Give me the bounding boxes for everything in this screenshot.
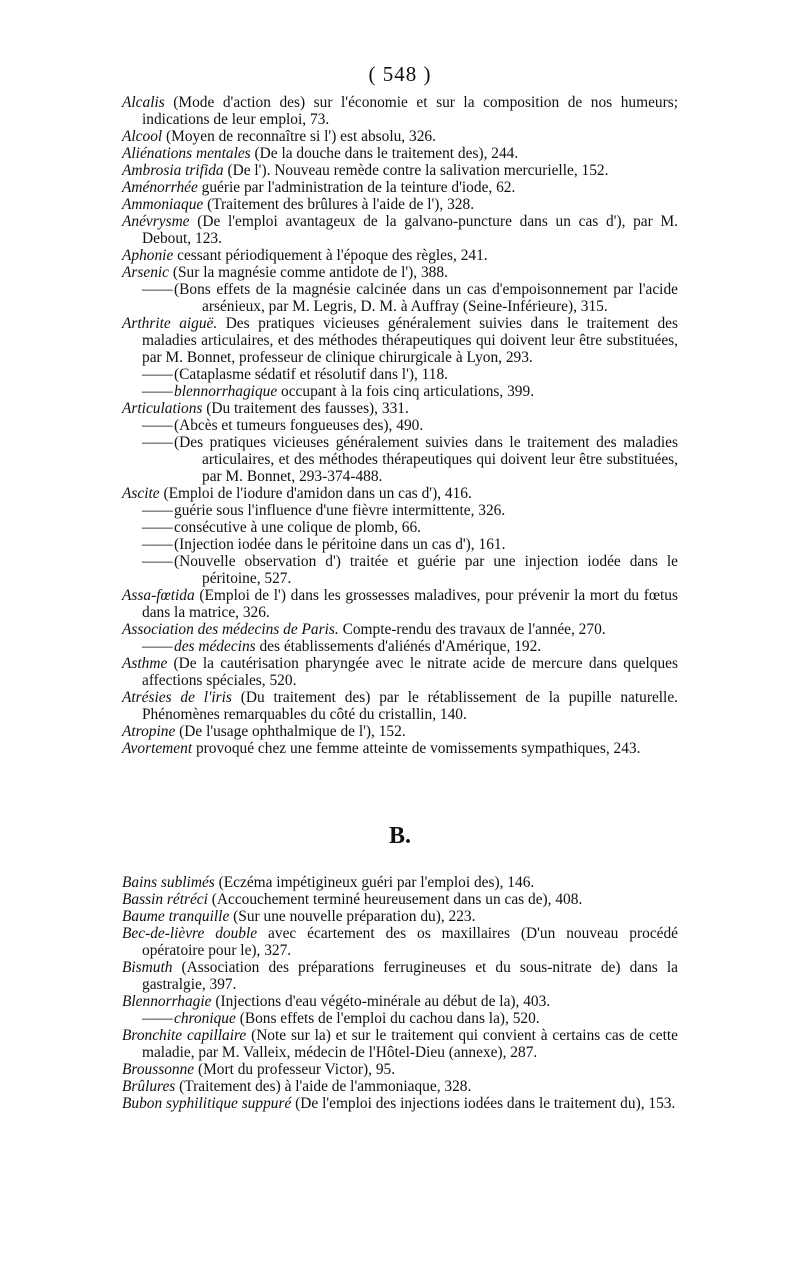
index-description: (Emploi de l'iodure d'amidon dans un cas d'), 416. [159,485,472,502]
index-entry [122,1095,678,1112]
index-term: Bubon syphilitique suppuré [122,1095,292,1112]
index-description: (Mort du professeur Victor), 95. [194,1061,396,1078]
index-entry [122,723,678,740]
ditto-dash: —— [142,281,173,298]
index-term: Aliénations mentales [122,145,251,162]
index-description: (Traitement des brûlures à l'aide de l'), 328. [203,196,475,213]
index-entry [122,179,678,196]
index-term: Broussonne [122,1061,195,1078]
index-term: Assa-fœtida [122,587,195,604]
index-description: (Traitement des) à l'aide de l'ammoniaque, 328. [175,1078,472,1095]
index-term: Arthrite aiguë. [122,315,218,332]
index-description: (De l'usage ophthalmique de l'), 152. [175,723,406,740]
index-description: (Des pratiques vicieuses généralement suivies dans le traitement des maladies articulaires, et des méthodes thérapeutiques qui doivent leur être substituées, par M. Bonnet, 293-374-488. [174,434,678,485]
index-entry [122,519,678,536]
index-description: (Sur une nouvelle préparation du), 223. [229,908,476,925]
index-term: Bronchite capillaire [122,1027,247,1044]
index-description: (Injections d'eau végéto-minérale au début de la), 403. [211,993,551,1010]
index-description: cessant périodiquement à l'époque des règles, 241. [173,247,488,264]
index-description: (Association des préparations ferrugineuses et du sous-nitrate de) dans la gastralgie, 397. [142,959,678,993]
index-entry [122,874,678,891]
index-term: Bains sublimés [122,874,215,891]
ditto-dash: —— [142,638,173,655]
index-description: avec écartement des os maxillaires (D'un nouveau procédé opératoire pour le), 327. [142,925,679,959]
index-entry [122,383,678,400]
index-entry [122,908,678,925]
index-entry [122,247,678,264]
index-entry [122,502,678,519]
index-entry [122,1061,678,1078]
ditto-dash: —— [142,519,173,536]
index-description: (De l'emploi avantageux de la galvano-puncture dans un cas d'), par M. Debout, 123. [142,213,678,247]
index-term: Ascite [122,485,160,502]
ditto-dash: —— [142,553,173,570]
index-term: Association des médecins de Paris. [122,621,339,638]
index-term: Bec-de-lièvre double [122,925,258,942]
index-term: Articulations [122,400,203,417]
index-description: (Injection iodée dans le péritoine dans un cas d'), 161. [174,536,506,553]
index-term: Baume tranquille [122,908,230,925]
index-entry [122,400,678,417]
index-entry [122,213,678,247]
index-term: Anévrysme [122,213,190,230]
index-entry [122,536,678,553]
index-entry [122,553,678,587]
index-entry [122,128,678,145]
index-description: Compte-rendu des travaux de l'année, 270. [338,621,606,638]
index-entry [122,264,678,281]
index-term: Alcalis [122,94,165,111]
index-description: (Mode d'action des) sur l'économie et sur la composition de nos humeurs; indications de leur emploi, 73. [142,94,678,128]
index-section-b [122,874,678,1112]
index-term: des médecins [174,638,256,655]
index-entry [122,1010,678,1027]
index-entry [122,94,678,128]
page-number: ( 548 ) [368,62,432,86]
index-description: consécutive à une colique de plomb, 66. [174,519,422,536]
index-entry [122,281,678,315]
index-section-a [122,94,678,757]
ditto-dash: —— [142,383,173,400]
index-term: Aphonie [122,247,174,264]
index-term: blennorrhagique [174,383,278,400]
index-term: Atropine [122,723,176,740]
index-entry [122,689,678,723]
index-description: (Cataplasme sédatif et résolutif dans l'), 118. [174,366,449,383]
ditto-dash: —— [142,366,173,383]
index-term: Alcool [122,128,163,145]
index-description: (De la cautérisation pharyngée avec le nitrate acide de mercure dans quelques affections spéciales, 520. [142,655,678,689]
index-entry [122,1078,678,1095]
ditto-dash: —— [142,434,173,451]
index-entry [122,434,678,485]
index-description: (Sur la magnésie comme antidote de l'), 388. [169,264,448,281]
index-term: Asthme [122,655,168,672]
index-entry [122,925,678,959]
index-entry [122,162,678,179]
section-heading-b: B. [388,823,411,849]
index-term: Atrésies de l'iris [122,689,232,706]
index-entry [122,417,678,434]
index-description: (De la douche dans le traitement des), 244. [250,145,519,162]
index-description: (Abcès et tumeurs fongueuses des), 490. [174,417,424,434]
index-entry [122,959,678,993]
index-entry [122,145,678,162]
index-description: provoqué chez une femme atteinte de vomissements sympathiques, 243. [192,740,641,757]
index-term: Blennorrhagie [122,993,212,1010]
index-description: occupant à la fois cinq articulations, 399. [277,383,535,400]
index-term: Arsenic [122,264,170,281]
index-entry [122,485,678,502]
index-description: (Bons effets de la magnésie calcinée dans un cas d'empoisonnement par l'acide arsénieux, par M. Legris, D. M. à Auffray (Seine-Inférieure), 315. [174,281,678,315]
ditto-dash: —— [142,417,173,434]
index-description: (De l'emploi des injections iodées dans le traitement du), 153. [291,1095,676,1112]
ditto-dash: —— [142,1010,173,1027]
ditto-dash: —— [142,502,173,519]
index-entry [122,196,678,213]
index-description: des établissements d'aliénés d'Amérique, 192. [255,638,542,655]
index-description: (Emploi de l') dans les grossesses maladives, pour prévenir la mort du fœtus dans la matrice, 326. [142,587,678,621]
index-term: Ammoniaque [122,196,204,213]
index-description: (Moyen de reconnaître si l') est absolu, 326. [162,128,436,145]
index-entry [122,587,678,621]
index-term: chronique [174,1010,236,1027]
index-description: (Bons effets de l'emploi du cachou dans la), 520. [235,1010,540,1027]
index-term: Ambrosia trifida [122,162,224,179]
index-term: Avortement [122,740,193,757]
index-term: Aménorrhée [122,179,198,196]
index-entry [122,1027,678,1061]
index-description: (Accouchement terminé heureusement dans un cas de), 408. [207,891,583,908]
index-description: (Du traitement des) par le rétablissement de la pupille naturelle. Phénomènes remarquables du côté du cristallin, 140. [142,689,678,723]
ditto-dash: —— [142,536,173,553]
index-entry [122,740,678,757]
index-description: (Du traitement des fausses), 331. [202,400,409,417]
index-description: (Note sur la) et sur le traitement qui convient à certains cas de cette maladie, par M. Valleix, médecin de l'Hôtel-Dieu (annexe), 287. [142,1027,678,1061]
index-entry [122,993,678,1010]
index-entry [122,621,678,638]
index-description: (De l'). Nouveau remède contre la salivation mercurielle, 152. [223,162,609,179]
index-term: Bismuth [122,959,173,976]
index-description: Des pratiques vicieuses généralement suivies dans le traitement des maladies articulaires, et des méthodes thérapeutiques qui doivent leur être substituées, par M. Bonnet, professeur de clinique chirurgicale à Lyon, 293. [142,315,678,366]
index-description: guérie sous l'influence d'une fièvre intermittente, 326. [174,502,506,519]
index-description: guérie par l'administration de la teinture d'iode, 62. [197,179,516,196]
index-entry [122,638,678,655]
index-term: Brûlures [122,1078,176,1095]
index-description: (Nouvelle observation d') traitée et guérie par une injection iodée dans le péritoine, 527. [174,553,678,587]
index-entry [122,366,678,383]
index-description: (Eczéma impétigineux guéri par l'emploi des), 146. [214,874,535,891]
index-term: Bassin rétréci [122,891,208,908]
index-entry [122,315,678,366]
index-entry [122,655,678,689]
index-entry [122,891,678,908]
